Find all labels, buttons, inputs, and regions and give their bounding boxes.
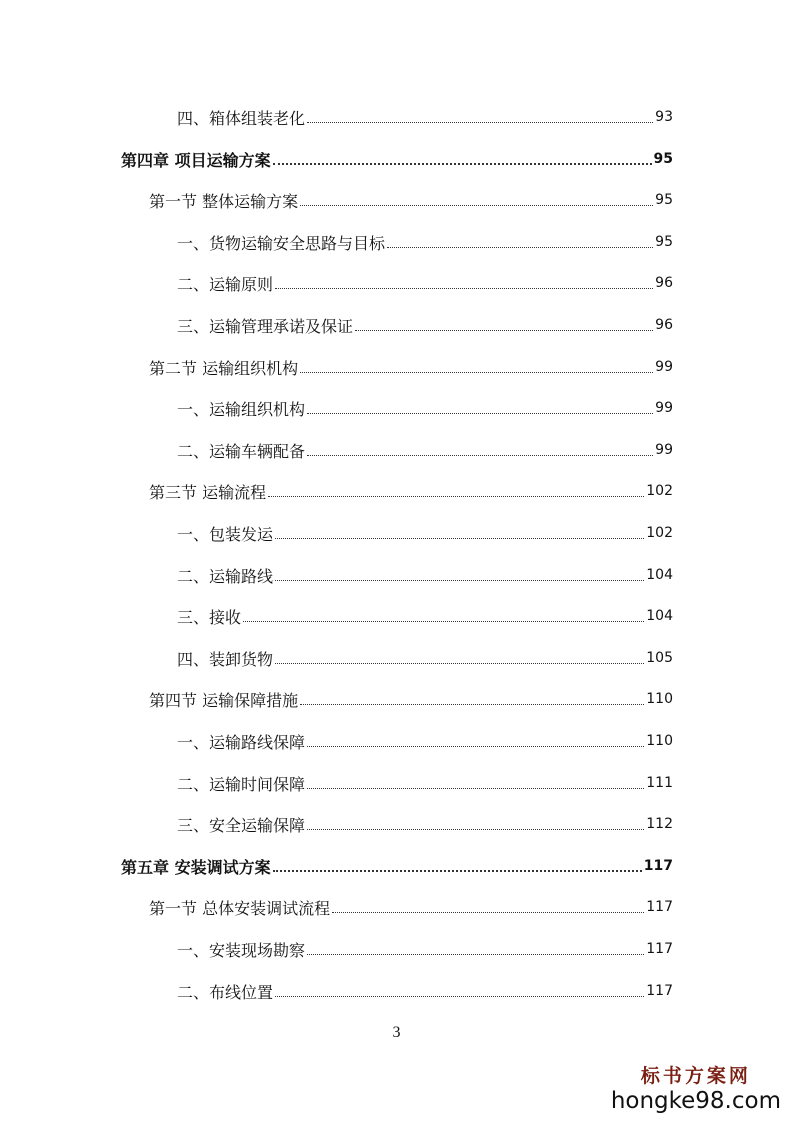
toc-entry-page: 96 <box>655 275 673 291</box>
toc-entry-title: 一、货物运输安全思路与目标 <box>177 233 386 253</box>
toc-entry-title: 二、运输路线 <box>177 566 274 586</box>
toc-entry-page: 95 <box>655 234 673 250</box>
toc-entry-page: 105 <box>646 650 673 666</box>
toc-entry-title: 第五章 安装调试方案 <box>121 857 271 877</box>
toc-entry-title: 三、运输管理承诺及保证 <box>177 316 354 336</box>
toc-entry-page: 117 <box>646 983 673 999</box>
toc-entry-title: 一、运输组织机构 <box>177 399 306 419</box>
toc-entry-page: 99 <box>655 400 673 416</box>
toc-entry-page: 102 <box>646 483 673 499</box>
toc-entry[interactable] <box>0 271 793 295</box>
dot-leader <box>275 996 644 997</box>
toc-entry[interactable] <box>0 979 793 1003</box>
toc-entry-page: 117 <box>643 858 673 874</box>
toc-entry-title: 二、运输车辆配备 <box>177 441 306 461</box>
toc-entry-title: 第四章 项目运输方案 <box>121 150 271 170</box>
toc-entry[interactable] <box>0 812 793 836</box>
toc-entry[interactable] <box>0 355 793 379</box>
dot-leader <box>307 122 653 123</box>
toc-entry[interactable] <box>0 771 793 795</box>
dot-leader <box>307 746 644 747</box>
toc-entry-page: 93 <box>655 109 673 125</box>
toc-entry-title: 第三节 运输流程 <box>149 482 267 502</box>
watermark <box>611 1061 781 1114</box>
dot-leader <box>273 870 642 872</box>
toc-entry-title: 一、包装发运 <box>177 524 274 544</box>
toc-entry-page: 117 <box>646 899 673 915</box>
toc-entry[interactable] <box>0 230 793 254</box>
toc-entry-title: 二、运输时间保障 <box>177 774 306 794</box>
toc-entry[interactable] <box>0 188 793 212</box>
toc-entry-title: 二、布线位置 <box>177 982 274 1002</box>
toc-entry-page: 102 <box>646 525 673 541</box>
toc-entry-title: 四、装卸货物 <box>177 649 274 669</box>
toc-entry-title: 二、运输原则 <box>177 274 274 294</box>
toc-entry[interactable] <box>0 937 793 961</box>
dot-leader <box>273 163 652 165</box>
toc-entry[interactable] <box>0 521 793 545</box>
toc-entry-page: 111 <box>646 775 673 791</box>
toc-entry-page: 95 <box>653 151 673 167</box>
toc-entry[interactable] <box>0 438 793 462</box>
toc-entry-title: 一、安装现场勘察 <box>177 940 306 960</box>
toc-entry-page: 117 <box>646 941 673 957</box>
dot-leader <box>275 538 644 539</box>
toc-entry[interactable] <box>0 105 793 129</box>
dot-leader <box>355 330 653 331</box>
toc-entry-title: 四、箱体组装老化 <box>177 108 306 128</box>
toc-entry-page: 104 <box>646 567 673 583</box>
dot-leader <box>307 413 653 414</box>
toc-entry-page: 96 <box>655 317 673 333</box>
dot-leader <box>275 663 644 664</box>
toc-entry-page: 99 <box>655 359 673 375</box>
dot-leader <box>300 372 653 373</box>
toc-entry-title: 第一节 整体运输方案 <box>149 191 299 211</box>
dot-leader <box>243 621 644 622</box>
toc-entry[interactable] <box>0 147 793 171</box>
toc-entry[interactable] <box>0 604 793 628</box>
toc-entry[interactable] <box>0 479 793 503</box>
toc-entry-page: 110 <box>646 691 673 707</box>
dot-leader <box>300 205 653 206</box>
dot-leader <box>387 247 653 248</box>
toc-entry-title: 三、安全运输保障 <box>177 815 306 835</box>
dot-leader <box>332 912 644 913</box>
toc-entry[interactable] <box>0 313 793 337</box>
toc-entry[interactable] <box>0 854 793 878</box>
dot-leader <box>307 954 644 955</box>
toc-entry[interactable] <box>0 895 793 919</box>
page-number: 3 <box>392 1024 401 1041</box>
toc-entry-title: 三、接收 <box>177 607 242 627</box>
toc-entry-title: 第四节 运输保障措施 <box>149 690 299 710</box>
toc-entry-title: 一、运输路线保障 <box>177 732 306 752</box>
watermark-url: hongke98.com <box>610 1088 781 1114</box>
dot-leader <box>275 288 653 289</box>
toc-entry-page: 112 <box>646 816 673 832</box>
dot-leader <box>307 788 644 789</box>
toc-entry[interactable] <box>0 729 793 753</box>
toc-entry[interactable] <box>0 687 793 711</box>
dot-leader <box>307 829 644 830</box>
toc-entry-title: 第一节 总体安装调试流程 <box>149 898 331 918</box>
toc-entry-page: 110 <box>646 733 673 749</box>
toc-entry-title: 第二节 运输组织机构 <box>149 358 299 378</box>
dot-leader <box>300 704 644 705</box>
toc-entry[interactable] <box>0 646 793 670</box>
watermark-name: 标书方案网 <box>640 1065 751 1087</box>
toc-entry-page: 104 <box>646 608 673 624</box>
dot-leader <box>268 496 644 497</box>
toc-entry-page: 99 <box>655 442 673 458</box>
dot-leader <box>275 580 644 581</box>
toc-entry-page: 95 <box>655 192 673 208</box>
toc-entry[interactable] <box>0 396 793 420</box>
dot-leader <box>307 455 653 456</box>
toc-entry[interactable] <box>0 563 793 587</box>
